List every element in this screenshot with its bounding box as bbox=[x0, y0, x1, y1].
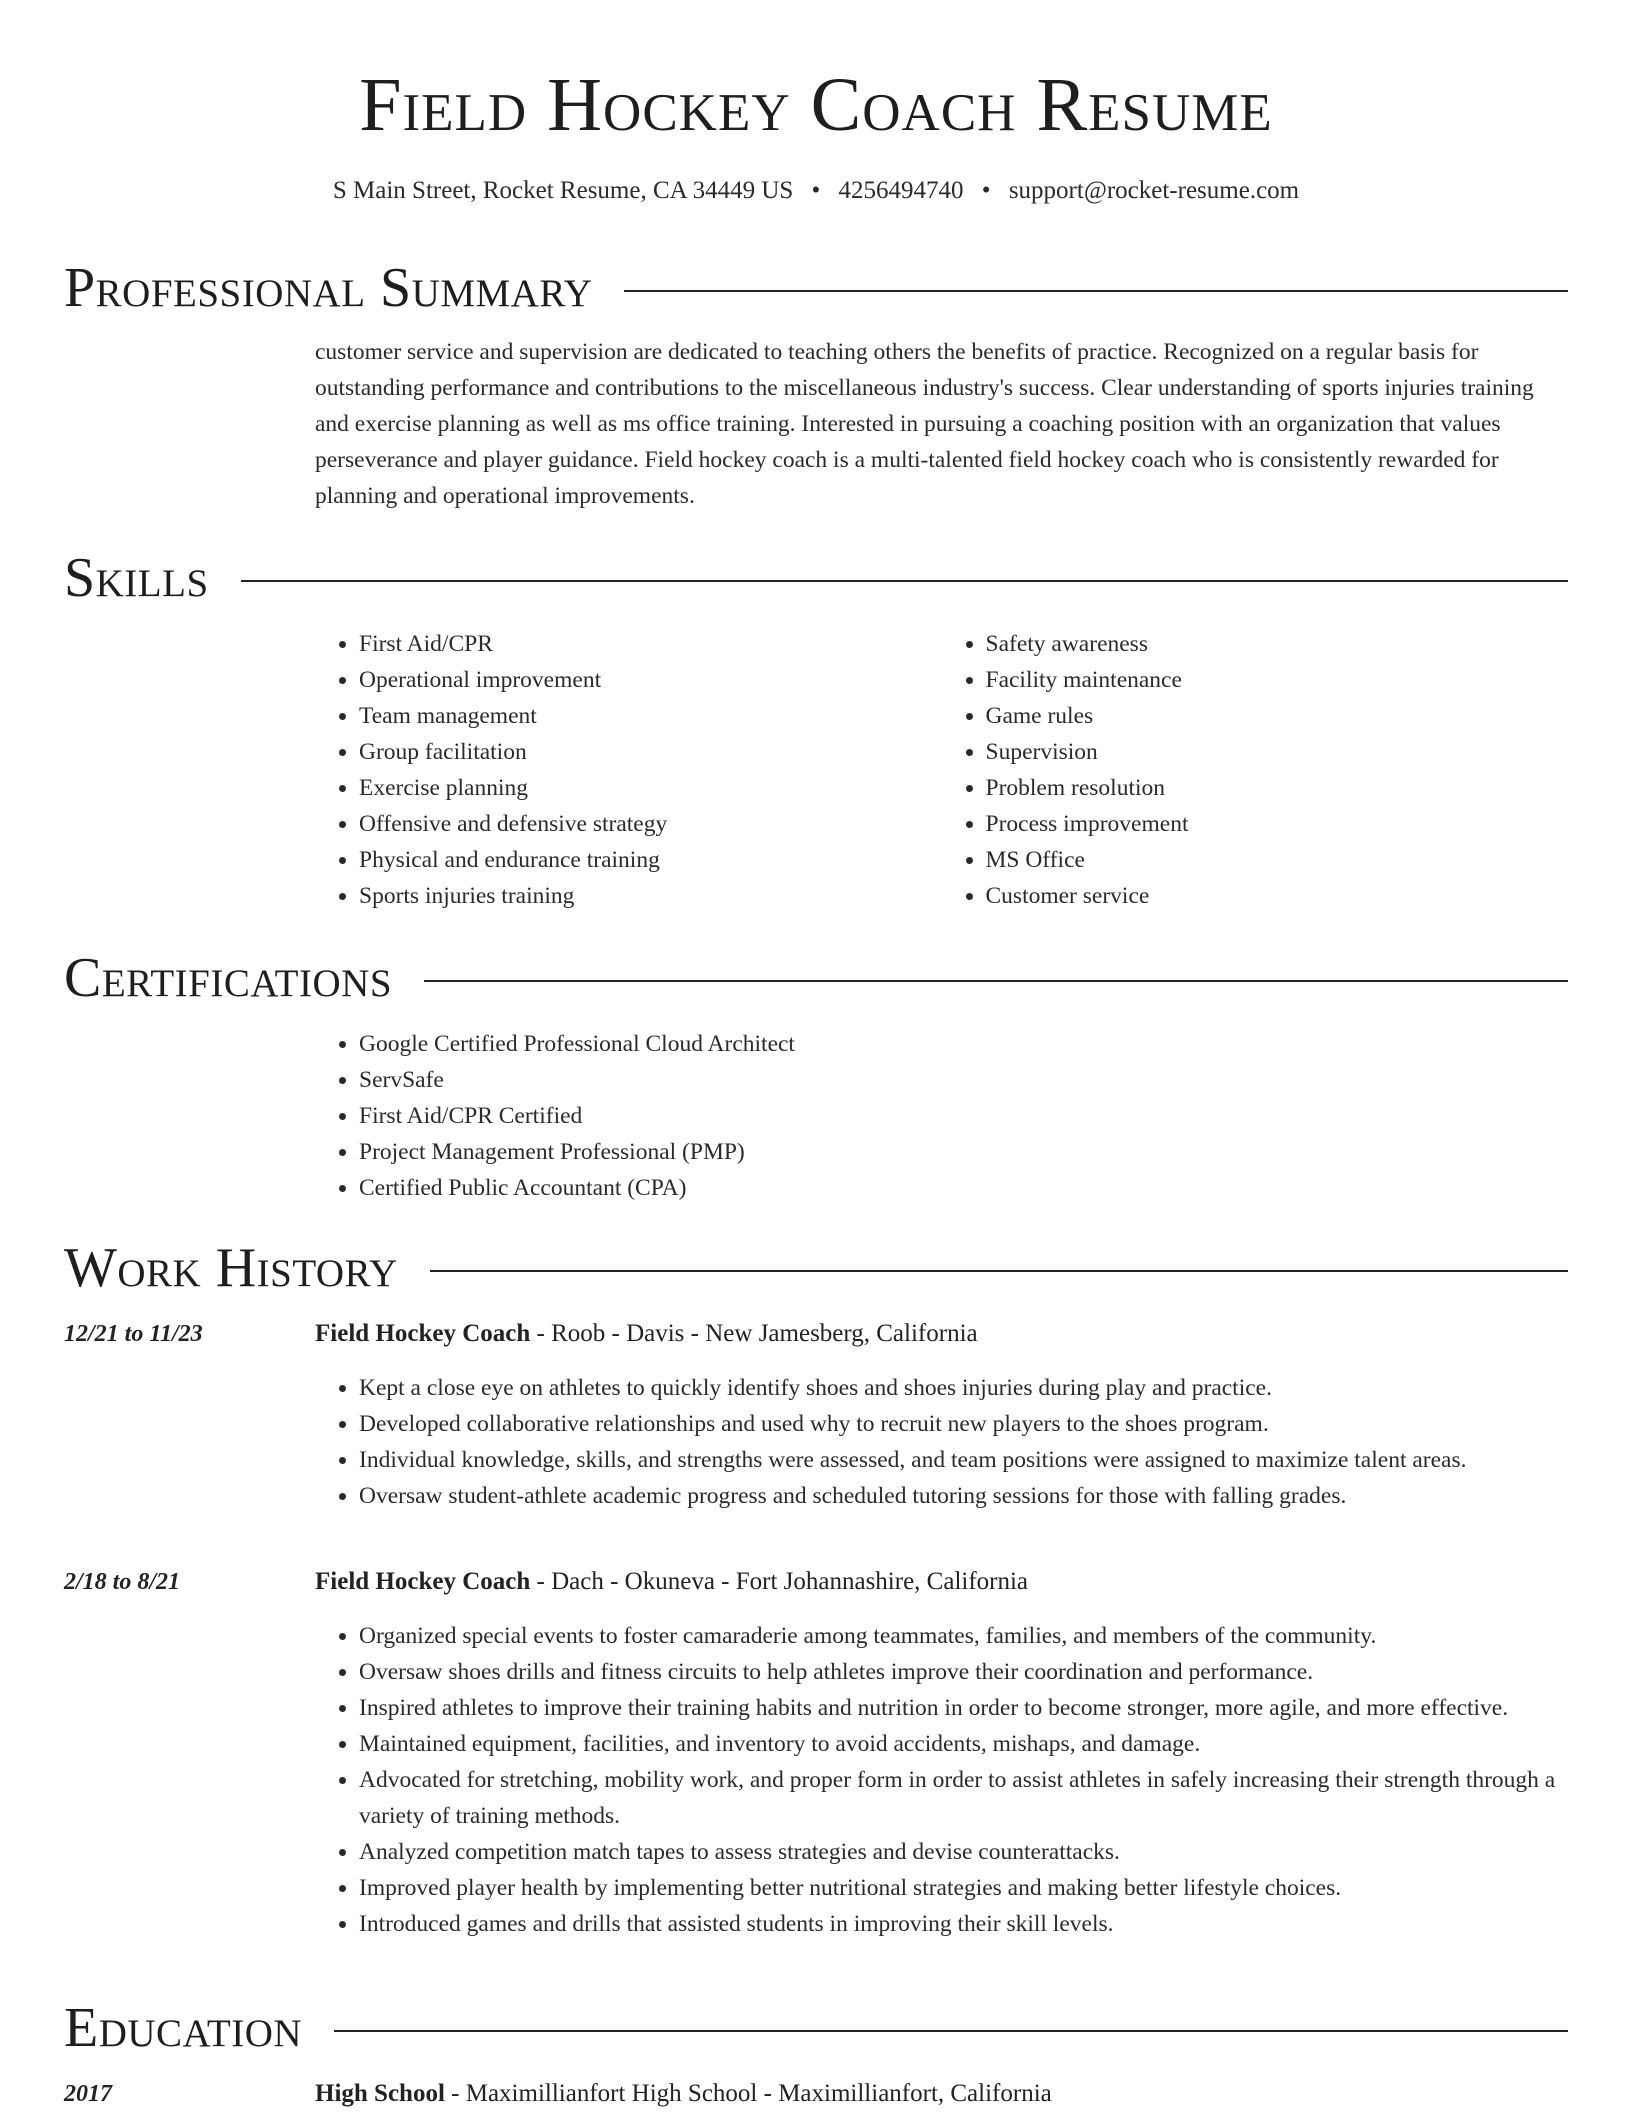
job-bullet: • Improved player health by implementing better nutritional strategies and making better lifestyle choices. bbox=[359, 1870, 1568, 1906]
skill-item: • MS Office bbox=[986, 842, 1569, 878]
skill-item: • First Aid/CPR bbox=[359, 626, 942, 662]
section-header bbox=[64, 1236, 1568, 1300]
job-main bbox=[315, 1564, 1568, 1942]
job-heading bbox=[315, 1316, 1568, 1352]
certifications-section bbox=[64, 946, 1568, 1206]
work-history-section bbox=[64, 1236, 1568, 1942]
job-bullets bbox=[315, 1618, 1568, 1942]
skill-item: • Facility maintenance bbox=[986, 662, 1569, 698]
job-bullet: • Advocated for stretching, mobility work, and proper form in order to assist athletes in safely increasing their strength through a variety of training methods. bbox=[359, 1762, 1568, 1834]
contact-separator: • bbox=[981, 177, 991, 204]
skill-item: • Problem resolution bbox=[986, 770, 1569, 806]
section-header bbox=[64, 946, 1568, 1010]
skill-item: • Physical and endurance training bbox=[359, 842, 942, 878]
skills-columns bbox=[315, 626, 1568, 914]
certifications-list bbox=[315, 1026, 1568, 1206]
skill-item: • Sports injuries training bbox=[359, 878, 942, 914]
job-bullet: • Organized special events to foster camaraderie among teammates, families, and members of the community. bbox=[359, 1618, 1568, 1654]
contact-phone: 4256494740 bbox=[838, 177, 964, 204]
job-employer: - Dach - Okuneva - Fort Johannashire, California bbox=[530, 1568, 1029, 1595]
certification-item: • ServSafe bbox=[359, 1062, 1568, 1098]
section-divider bbox=[241, 580, 1568, 582]
job-bullet: • Inspired athletes to improve their training habits and nutrition in order to become stronger, more agile, and more effective. bbox=[359, 1690, 1568, 1726]
section-header bbox=[64, 256, 1568, 320]
education-year: 2017 bbox=[64, 2081, 112, 2107]
job-employer: - Roob - Davis - New Jamesberg, California bbox=[530, 1320, 978, 1347]
skill-item: • Offensive and defensive strategy bbox=[359, 806, 942, 842]
education-section bbox=[64, 1996, 1568, 2112]
education-degree: High School bbox=[315, 2080, 445, 2107]
job-heading bbox=[315, 1564, 1568, 1600]
certifications-heading: Certifications bbox=[64, 947, 393, 1009]
certification-item: • Certified Public Accountant (CPA) bbox=[359, 1170, 1568, 1206]
skill-item: • Supervision bbox=[986, 734, 1569, 770]
job-bullet: • Oversaw shoes drills and fitness circuits to help athletes improve their coordination and performance. bbox=[359, 1654, 1568, 1690]
skill-item: • Process improvement bbox=[986, 806, 1569, 842]
work-history-heading: Work History bbox=[64, 1237, 398, 1299]
certification-item: • Google Certified Professional Cloud Architect bbox=[359, 1026, 1568, 1062]
skill-item: • Team management bbox=[359, 698, 942, 734]
resume-title: Field Hockey Coach Resume bbox=[359, 63, 1273, 147]
section-divider bbox=[624, 290, 1568, 292]
education-school: - Maximillianfort High School - Maximillianfort, California bbox=[444, 2080, 1052, 2107]
section-divider bbox=[334, 2030, 1568, 2032]
job-bullet: • Oversaw student-athlete academic progress and scheduled tutoring sessions for those with falling grades. bbox=[359, 1478, 1568, 1514]
summary-section bbox=[64, 256, 1568, 514]
contact-address: S Main Street, Rocket Resume, CA 34449 US bbox=[332, 177, 794, 204]
certifications-body bbox=[315, 1026, 1568, 1206]
job-entry bbox=[64, 1316, 1568, 1514]
education-heading-line bbox=[315, 2076, 1568, 2112]
section-divider bbox=[430, 1270, 1568, 1272]
job-bullet: • Introduced games and drills that assisted students in improving their skill levels. bbox=[359, 1906, 1568, 1942]
job-title: Field Hockey Coach bbox=[315, 1320, 531, 1347]
certification-item: • Project Management Professional (PMP) bbox=[359, 1134, 1568, 1170]
contact-line bbox=[0, 174, 1632, 208]
job-dates: 12/21 to 11/23 bbox=[64, 1321, 203, 1347]
job-main bbox=[315, 1316, 1568, 1514]
skill-item: • Group facilitation bbox=[359, 734, 942, 770]
job-dates: 2/18 to 8/21 bbox=[64, 1569, 181, 1595]
job-bullet: • Individual knowledge, skills, and strengths were assessed, and team positions were assigned to maximize talent areas. bbox=[359, 1442, 1568, 1478]
skill-item: • Safety awareness bbox=[986, 626, 1569, 662]
education-main bbox=[315, 2076, 1568, 2112]
summary-heading: Professional Summary bbox=[64, 257, 593, 319]
skills-list-right bbox=[942, 626, 1569, 914]
job-bullet: • Kept a close eye on athletes to quickly identify shoes and shoes injuries during play and practice. bbox=[359, 1370, 1568, 1406]
certification-item: • First Aid/CPR Certified bbox=[359, 1098, 1568, 1134]
summary-text: customer service and supervision are dedicated to teaching others the benefits of practice. Recognized on a regular basis for outstanding performance and contributions to the miscellaneous industry's success. Clear understanding of sports injuries training and exercise planning as well as ms office training. Interested in pursuing a coaching position with an organization that values perseverance and player guidance. Field hockey coach is a multi-talented field hockey coach who is consistently rewarded for planning and operational improvements. bbox=[315, 339, 1534, 509]
skills-section bbox=[64, 546, 1568, 914]
job-bullet: • Developed collaborative relationships and used why to recruit new players to the shoes program. bbox=[359, 1406, 1568, 1442]
job-bullet: • Maintained equipment, facilities, and inventory to avoid accidents, mishaps, and damage. bbox=[359, 1726, 1568, 1762]
job-bullets bbox=[315, 1370, 1568, 1514]
skill-item: • Customer service bbox=[986, 878, 1569, 914]
skill-item: • Game rules bbox=[986, 698, 1569, 734]
section-divider bbox=[424, 980, 1568, 982]
section-header bbox=[64, 546, 1568, 610]
education-heading: Education bbox=[64, 1997, 303, 2059]
skills-list-left bbox=[315, 626, 942, 914]
job-bullet: • Analyzed competition match tapes to assess strategies and devise counterattacks. bbox=[359, 1834, 1568, 1870]
skills-heading: Skills bbox=[64, 547, 209, 609]
section-header bbox=[64, 1996, 1568, 2060]
contact-email: support@rocket-resume.com bbox=[1008, 177, 1300, 204]
skill-item: • Operational improvement bbox=[359, 662, 942, 698]
job-title: Field Hockey Coach bbox=[315, 1568, 531, 1595]
job-entry bbox=[64, 1564, 1568, 1942]
contact-separator: • bbox=[811, 177, 821, 204]
education-entry bbox=[64, 2076, 1568, 2112]
skill-item: • Exercise planning bbox=[359, 770, 942, 806]
